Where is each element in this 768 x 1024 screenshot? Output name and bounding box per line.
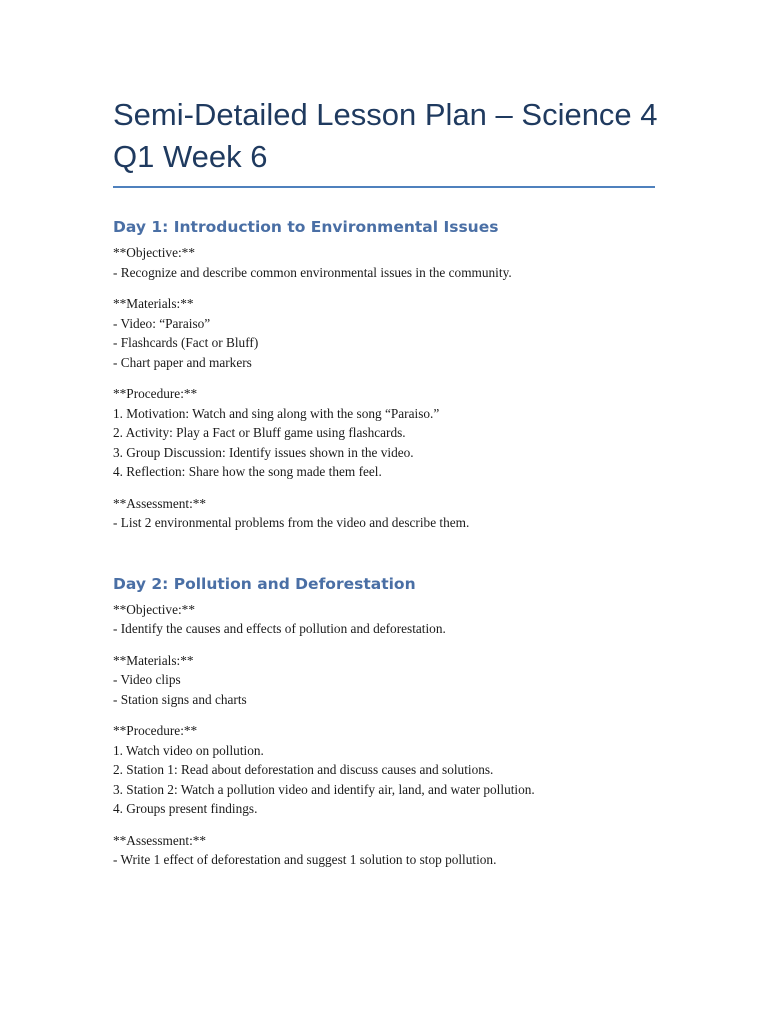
procedure-step: 4. Reflection: Share how the song made them feel. <box>113 464 382 479</box>
materials-label: **Materials:** <box>113 296 194 311</box>
procedure-step: 3. Station 2: Watch a pollution video and identify air, land, and water pollution. <box>113 781 535 797</box>
day-2-procedure <box>113 721 655 819</box>
objective-label: **Objective:** <box>113 601 195 617</box>
procedure-label: **Procedure:** <box>113 723 198 738</box>
day-1-procedure <box>113 384 655 482</box>
day-2-section <box>113 573 655 870</box>
materials-item: - Flashcards (Fact or Bluff) <box>113 335 259 350</box>
objective-text: - Recognize and describe common environmental issues in the community. <box>113 264 512 280</box>
title-line-2: Q1 Week 6 <box>113 139 268 174</box>
materials-item: - Chart paper and markers <box>113 354 252 370</box>
procedure-step: 2. Station 1: Read about deforestation and discuss causes and solutions. <box>113 762 494 777</box>
objective-label: **Objective:** <box>113 245 195 260</box>
procedure-label: **Procedure:** <box>113 386 198 401</box>
day-1-objective <box>113 243 655 282</box>
procedure-step: 1. Motivation: Watch and sing along with the song “Paraiso.” <box>113 405 440 421</box>
assessment-label: **Assessment:** <box>113 832 207 848</box>
procedure-step: 4. Groups present findings. <box>113 801 258 816</box>
assessment-text: - Write 1 effect of deforestation and suggest 1 solution to stop pollution. <box>113 852 497 867</box>
materials-item: - Video: “Paraiso” <box>113 315 211 331</box>
materials-label: **Materials:** <box>113 652 194 668</box>
title-line-1: Semi-Detailed Lesson Plan – Science 4 <box>113 97 658 132</box>
document-title <box>113 94 658 178</box>
day-2-heading: Day 2: Pollution and Deforestation <box>113 574 416 593</box>
title-underline <box>113 186 655 188</box>
day-2-materials <box>113 651 655 710</box>
day-1-section <box>113 216 655 533</box>
procedure-step: 2. Activity: Play a Fact or Bluff game using flashcards. <box>113 425 406 440</box>
procedure-step: 1. Watch video on pollution. <box>113 742 264 758</box>
assessment-label: **Assessment:** <box>113 495 207 511</box>
materials-item: - Video clips <box>113 672 181 687</box>
day-1-heading: Day 1: Introduction to Environmental Issues <box>113 218 499 236</box>
procedure-step: 3. Group Discussion: Identify issues shown in the video. <box>113 444 414 460</box>
day-1-materials <box>113 294 655 372</box>
day-2-assessment <box>113 831 655 870</box>
document-page <box>113 94 658 882</box>
materials-item: - Station signs and charts <box>113 691 247 707</box>
objective-text: - Identify the causes and effects of pollution and deforestation. <box>113 621 446 636</box>
assessment-text: - List 2 environmental problems from the video and describe them. <box>113 515 470 530</box>
day-2-objective <box>113 600 655 639</box>
day-1-assessment <box>113 494 655 533</box>
